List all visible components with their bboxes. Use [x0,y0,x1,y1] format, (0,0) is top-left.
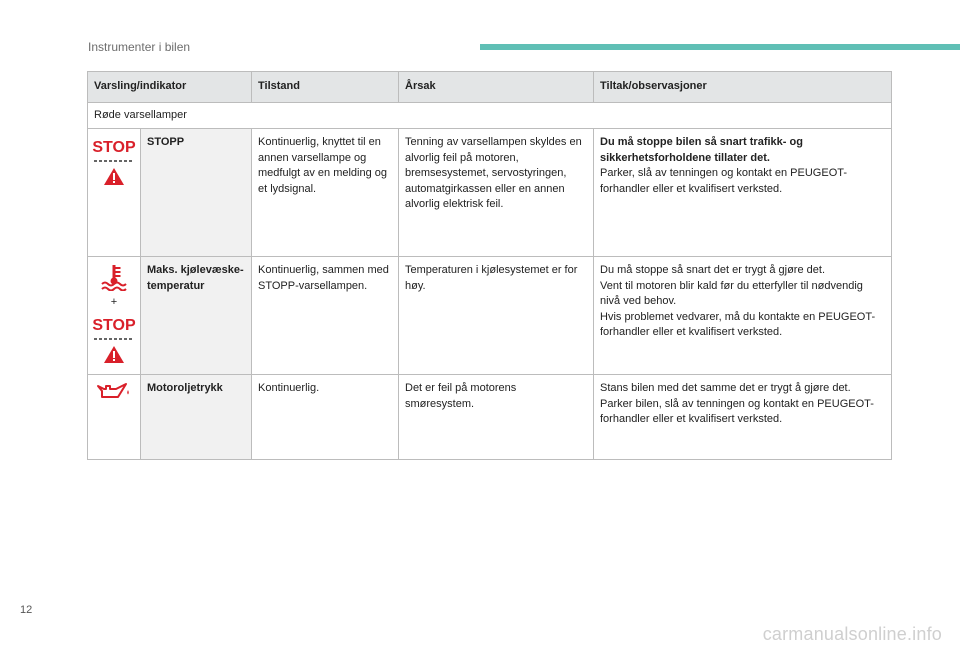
action-emphasis: Du må stoppe bilen så snart trafikk- og sikkerhetsforholdene tillater det. [600,136,803,164]
action-cell [594,375,892,460]
indicator-name: Maks. kjølevæske-temperatur [141,257,252,375]
cause-cell: Temperaturen i kjølesystemet er for høy. [399,257,594,375]
cause-cell: Tenning av varsellampen skyldes en alvorlig feil på motoren, bremsesystemet, servostyringen, automatgirkassen eller en annen alvorlig elektrisk feil. [399,129,594,257]
indicator-name: STOPP [141,129,252,257]
coolant-temperature-icon [100,263,128,291]
action-cell [594,129,892,257]
action-cell [594,257,892,375]
state-cell: Kontinuerlig, sammen med STOPP-varsellampen. [252,257,399,375]
column-header: Tiltak/observasjoner [594,72,892,103]
table-row [88,257,892,375]
table-row [88,129,892,257]
svg-text:STOP: STOP [92,316,136,334]
column-header: Varsling/indikator [88,72,252,103]
stop-warning-icon [92,313,136,365]
warning-lamps-table [87,71,892,460]
oil-pressure-icon [96,381,132,403]
action-line: Du må stoppe så snart det er trygt å gjøre det. [600,264,825,277]
action-line: Parker bilen, slå av tenningen og kontakt en PEUGEOT-forhandler eller et kvalifisert verksted. [600,397,874,426]
stop-warning-icon [92,135,136,187]
plus-sign: + [110,296,118,309]
cause-cell: Det er feil på motorens smøresystem. [399,375,594,460]
table-row [88,375,892,460]
page-number: 12 [20,604,33,616]
watermark: carmanualsonline.info [762,624,942,644]
action-text: Parker, slå av tenningen og kontakt en PEUGEOT-forhandler eller et kvalifisert verksted. [600,167,848,195]
column-header: Årsak [399,72,594,103]
table-header-row [88,72,892,103]
state-cell: Kontinuerlig, knyttet til en annen varsellampe og medfulgt av en melding og et lydsignal. [252,129,399,257]
state-cell: Kontinuerlig. [252,375,399,460]
indicator-icon-cell [88,375,141,460]
svg-text:STOP: STOP [92,139,136,157]
table-group-row [88,103,892,129]
action-line: Vent til motoren blir kald før du etterfyller til nødvendig nivå ved behov. [600,279,863,308]
group-label: Røde varsellamper [88,103,892,129]
action-line: Hvis problemet vedvarer, må du kontakte en PEUGEOT-forhandler eller et kvalifisert verksted. [600,310,876,338]
indicator-name: Motoroljetrykk [141,375,252,460]
indicator-icon-cell [88,129,141,257]
indicator-icon-cell [88,257,141,375]
section-title: Instrumenter i bilen [88,40,191,54]
column-header: Tilstand [252,72,399,103]
action-line: Stans bilen med det samme det er trygt å gjøre det. [600,382,851,395]
header-accent-bar [480,44,960,50]
